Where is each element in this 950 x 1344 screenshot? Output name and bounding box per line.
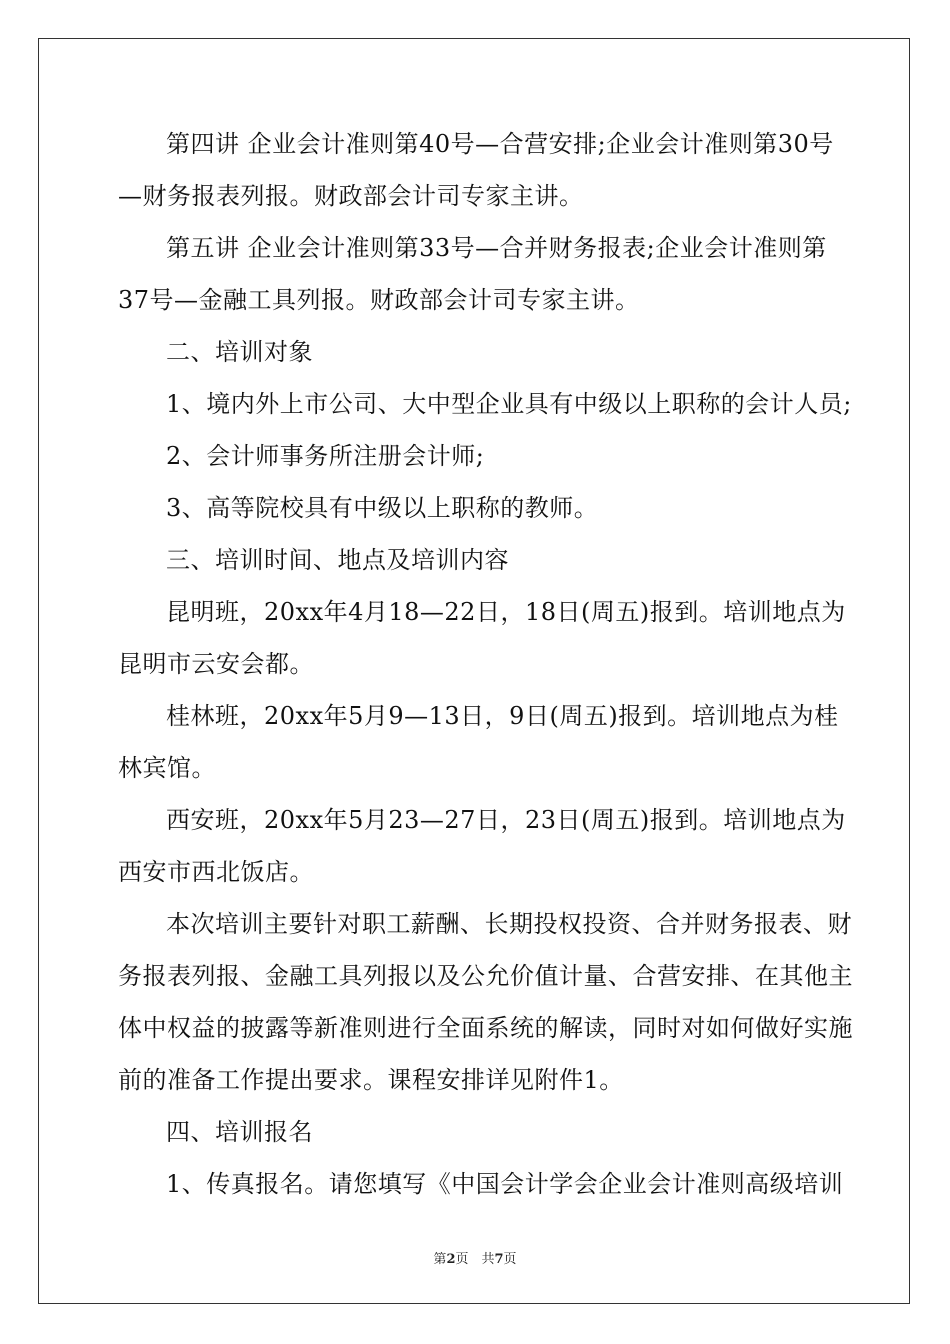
list-item: 1、境内外上市公司、大中型企业具有中级以上职称的会计人员; xyxy=(166,390,852,418)
paragraph-line: 西安班，20xx年5月23—27日，23日(周五)报到。培训地点为 xyxy=(166,806,846,834)
footer-suffix: 页 xyxy=(503,1252,517,1267)
paragraph-line: 昆明班，20xx年4月18—22日，18日(周五)报到。培训地点为 xyxy=(166,598,846,626)
total-pages-number: 7 xyxy=(494,1252,504,1267)
paragraph-line: 桂林班，20xx年5月9—13日，9日(周五)报到。培训地点为桂 xyxy=(166,702,839,730)
paragraph-line: 37号—金融工具列报。财政部会计司专家主讲。 xyxy=(118,286,640,314)
paragraph-line: 林宾馆。 xyxy=(118,754,216,782)
current-page-number: 2 xyxy=(446,1252,456,1267)
paragraph-line: 前的准备工作提出要求。课程安排详见附件1。 xyxy=(118,1066,624,1094)
list-item: 2、会计师事务所注册会计师; xyxy=(166,442,485,470)
list-item: 3、高等院校具有中级以上职称的教师。 xyxy=(166,494,599,522)
paragraph-line: 昆明市云安会都。 xyxy=(118,650,314,678)
footer-prefix: 第 xyxy=(433,1252,447,1267)
paragraph-line: 体中权益的披露等新准则进行全面系统的解读，同时对如何做好实施 xyxy=(118,1014,853,1042)
section-heading: 四、培训报名 xyxy=(166,1118,313,1146)
paragraph-line: 务报表列报、金融工具列报以及公允价值计量、合营安排、在其他主 xyxy=(118,962,853,990)
paragraph-line: 本次培训主要针对职工薪酬、长期投权投资、合并财务报表、财 xyxy=(166,910,852,938)
footer-middle: 页 共 xyxy=(455,1252,495,1267)
paragraph-line: —财务报表列报。财政部会计司专家主讲。 xyxy=(118,182,584,210)
section-heading: 三、培训时间、地点及培训内容 xyxy=(166,546,509,574)
paragraph-line: 第四讲 企业会计准则第40号—合营安排;企业会计准则第30号 xyxy=(166,130,834,158)
paragraph-line: 第五讲 企业会计准则第33号—合并财务报表;企业会计准则第 xyxy=(166,234,827,262)
paragraph-line: 西安市西北饭店。 xyxy=(118,858,314,886)
section-heading: 二、培训对象 xyxy=(166,338,313,366)
list-item: 1、传真报名。请您填写《中国会计学会企业会计准则高级培训 xyxy=(166,1170,844,1198)
page-footer xyxy=(0,1248,950,1267)
